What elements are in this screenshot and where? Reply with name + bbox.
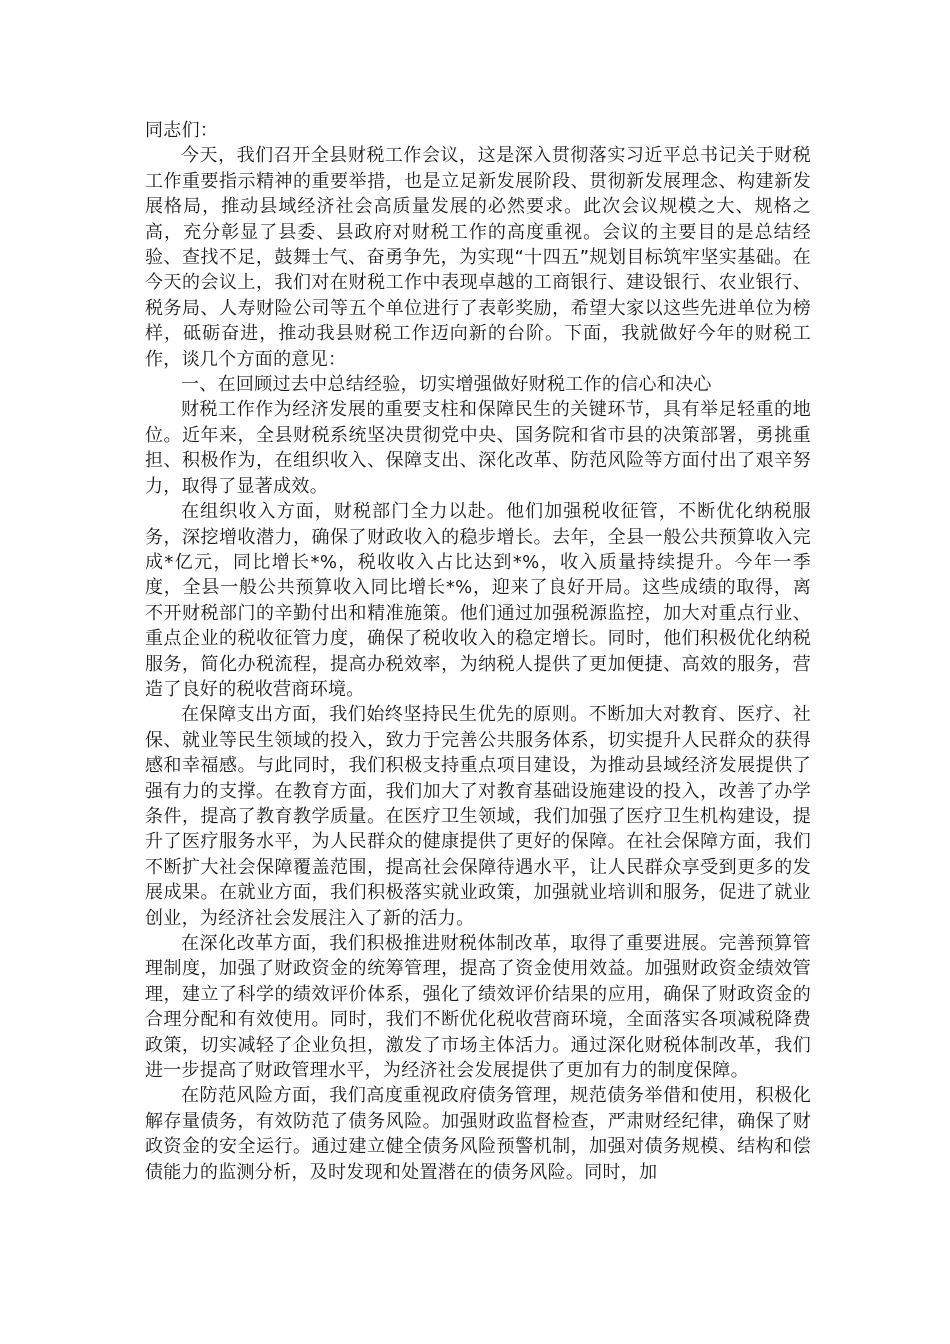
paragraph-risk: 在防范风险方面，我们高度重视政府债务管理，规范债务举借和使用，积极化解存量债务，有效防范了债务风险。加强财政监督检查，严肃财经纪律，确保了财政资金的安全运行。通过建立健全债务风险预警机制，加强对债务规模、结构和偿债能力的监测分析，及时发现和处置潜在的债务风险。同时，加	[145, 1085, 811, 1183]
paragraph-opening: 今天，我们召开全县财税工作会议，这是深入贯彻落实习近平总书记关于财税工作重要指示精神的重要举措，也是立足新发展阶段、贯彻新发展理念、构建新发展格局，推动县域经济社会高质量发展的必然要求。此次会议规模之大、规格之高，充分彰显了县委、县政府对财税工作的高度重视。会议的主要目的是总结经验、查找不足，鼓舞士气、奋勇争先，为实现“十四五”规划目标筑牢坚实基础。在今天的会议上，我们对在财税工作中表现卓越的工商银行、建设银行、农业银行、税务局、人寿财险公司等五个单位进行了表彰奖励，希望大家以这些先进单位为榜样，砥砺奋进，推动我县财税工作迈向新的台阶。下面，我就做好今年的财税工作，谈几个方面的意见：	[145, 145, 811, 370]
section-heading-1: 一、在回顾过去中总结经验，切实增强做好财税工作的信心和决心	[181, 374, 712, 396]
paragraph-overview: 财税工作作为经济发展的重要支柱和保障民生的关键环节，具有举足轻重的地位。近年来，全县财税系统坚决贯彻党中央、国务院和省市县的决策部署，勇挑重担、积极作为，在组织收入、保障支出、深化改革、防范风险等方面付出了艰辛努力，取得了显著成效。	[145, 399, 811, 497]
paragraph-reform: 在深化改革方面，我们积极推进财税体制改革，取得了重要进展。完善预算管理制度，加强了财政资金的统筹管理，提高了资金使用效益。加强财政资金绩效管理，建立了科学的绩效评价体系，强化了绩效评价结果的应用，确保了财政资金的合理分配和有效使用。同时，我们不断优化税收营商环境，全面落实各项减税降费政策，切实减轻了企业负担，激发了市场主体活力。通过深化财税体制改革，我们进一步提高了财政管理水平，为经济社会发展提供了更加有力的制度保障。	[145, 933, 811, 1082]
greeting: 同志们：	[145, 120, 219, 141]
paragraph-revenue: 在组织收入方面，财税部门全力以赴。他们加强税收征管，不断优化纳税服务，深挖增收潜力，确保了财政收入的稳步增长。去年，全县一般公共预算收入完成*亿元，同比增长*%，税收收入占比达到*%，收入质量持续提升。今年一季度，全县一般公共预算收入同比增长*%，迎来了良好开局。这些成绩的取得，离不开财税部门的辛勤付出和精准施策。他们通过加强税源监控，加大对重点行业、重点企业的税收征管力度，确保了税收收入的稳定增长。同时，他们积极优化纳税服务，简化办税流程，提高办税效率，为纳税人提供了更加便捷、高效的服务，营造了良好的税收营商环境。	[145, 501, 811, 700]
paragraph-expenditure: 在保障支出方面，我们始终坚持民生优先的原则。不断加大对教育、医疗、社保、就业等民生领域的投入，致力于完善公共服务体系，切实提升人民群众的获得感和幸福感。与此同时，我们积极支持重点项目建设，为推动县域经济发展提供了强有力的支撑。在教育方面，我们加大了对教育基础设施建设的投入，改善了办学条件，提高了教育教学质量。在医疗卫生领域，我们加强了医疗卫生机构建设，提升了医疗服务水平，为人民群众的健康提供了更好的保障。在社会保障方面，我们不断扩大社会保障覆盖范围，提高社会保障待遇水平，让人民群众享受到更多的发展成果。在就业方面，我们积极落实就业政策，加强就业培训和服务，促进了就业创业，为经济社会发展注入了新的活力。	[145, 704, 811, 929]
document-body	[145, 118, 811, 1185]
